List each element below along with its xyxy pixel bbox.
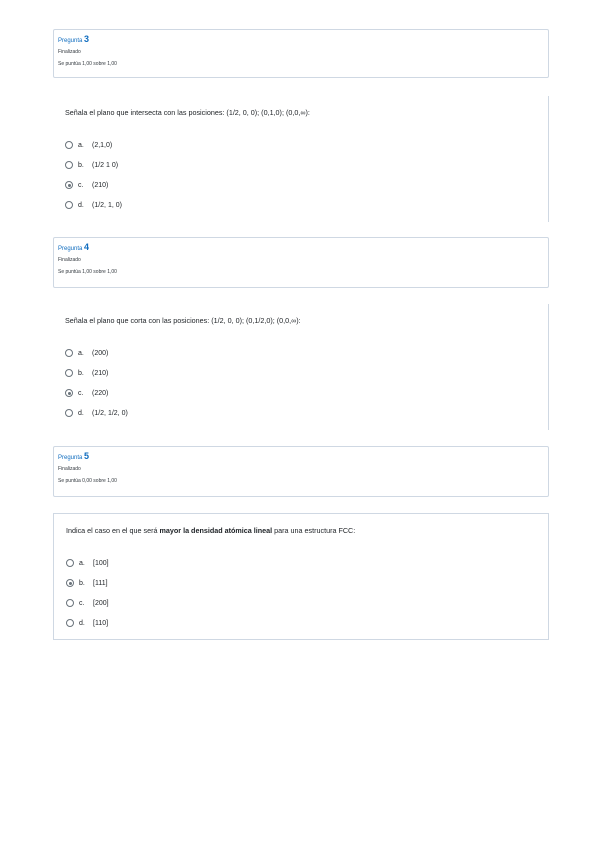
radio-button-selected[interactable] xyxy=(66,579,74,587)
answer-letter: b. xyxy=(78,161,84,169)
answer-option-a[interactable] xyxy=(65,343,548,363)
question-title xyxy=(58,452,548,463)
answer-text: (1/2 1 0) xyxy=(92,161,119,169)
answer-letter: c. xyxy=(79,599,85,607)
answer-option-d[interactable] xyxy=(65,195,548,215)
answer-text: (220) xyxy=(92,389,109,397)
answer-text: (1/2, 1, 0) xyxy=(92,201,122,209)
radio-button[interactable] xyxy=(65,369,73,377)
answer-option-b[interactable] xyxy=(65,155,548,175)
answer-letter: c. xyxy=(78,389,84,397)
radio-button-selected[interactable] xyxy=(65,181,73,189)
answer-text: (210) xyxy=(92,181,109,189)
question-text-part: Indica el caso en el que será xyxy=(66,526,160,535)
answer-text: [110] xyxy=(93,619,109,627)
answer-list xyxy=(66,553,548,633)
answer-letter: b. xyxy=(78,369,84,377)
answer-text: (1/2, 1/2, 0) xyxy=(92,409,128,417)
radio-button[interactable] xyxy=(66,599,74,607)
question-content-4 xyxy=(53,304,549,430)
answer-letter: d. xyxy=(78,201,84,209)
answer-option-b[interactable] xyxy=(66,573,548,593)
answer-letter: b. xyxy=(79,579,85,587)
answer-option-d[interactable] xyxy=(66,613,548,633)
question-title xyxy=(58,35,548,46)
answer-text: [200] xyxy=(93,599,109,607)
answer-letter: c. xyxy=(78,181,84,189)
answer-text: (210) xyxy=(92,369,109,377)
answer-option-a[interactable] xyxy=(66,553,548,573)
question-state: Finalizado xyxy=(58,257,81,263)
question-text xyxy=(66,526,548,536)
question-content-3 xyxy=(53,96,549,222)
answer-text: (200) xyxy=(92,349,109,357)
answer-letter: d. xyxy=(79,619,85,627)
answer-letter: d. xyxy=(78,409,84,417)
question-title xyxy=(58,243,548,254)
question-grade: Se puntúa 1,00 sobre 1,00 xyxy=(58,269,117,275)
radio-button[interactable] xyxy=(65,141,73,149)
radio-button[interactable] xyxy=(65,349,73,357)
question-info-5 xyxy=(53,446,549,497)
answer-option-c[interactable] xyxy=(66,593,548,613)
radio-button[interactable] xyxy=(66,619,74,627)
answer-option-b[interactable] xyxy=(65,363,548,383)
question-text: Señala el plano que corta con las posiciones: (1/2, 0, 0); (0,1/2,0); (0,0,∞): xyxy=(65,316,301,325)
question-text-part: para una estructura FCC: xyxy=(272,526,356,535)
answer-letter: a. xyxy=(79,559,85,567)
radio-button-selected[interactable] xyxy=(65,389,73,397)
question-text: Señala el plano que intersecta con las posiciones: (1/2, 0, 0); (0,1,0); (0,0,∞): xyxy=(65,108,310,117)
question-number: 3 xyxy=(84,34,90,44)
answer-text: [111] xyxy=(93,579,108,587)
question-label: Pregunta xyxy=(58,38,83,44)
answer-option-d[interactable] xyxy=(65,403,548,423)
question-text-bold: mayor la densidad atómica lineal xyxy=(159,526,273,535)
radio-button[interactable] xyxy=(65,201,73,209)
answer-option-a[interactable] xyxy=(65,135,548,155)
radio-button[interactable] xyxy=(65,161,73,169)
answer-list xyxy=(65,135,548,215)
question-label: Pregunta xyxy=(58,455,83,461)
question-state: Finalizado xyxy=(58,49,81,55)
question-info-4 xyxy=(53,237,549,288)
question-content-5 xyxy=(53,513,549,640)
question-label: Pregunta xyxy=(58,246,83,252)
answer-list xyxy=(65,343,548,423)
question-number: 4 xyxy=(84,242,90,252)
radio-button[interactable] xyxy=(66,559,74,567)
answer-letter: a. xyxy=(78,141,84,149)
question-state: Finalizado xyxy=(58,466,81,472)
question-info-3 xyxy=(53,29,549,78)
answer-option-c[interactable] xyxy=(65,175,548,195)
question-number: 5 xyxy=(84,451,90,461)
radio-button[interactable] xyxy=(65,409,73,417)
question-grade: Se puntúa 0,00 sobre 1,00 xyxy=(58,478,117,484)
answer-letter: a. xyxy=(78,349,84,357)
question-grade: Se puntúa 1,00 sobre 1,00 xyxy=(58,61,117,67)
answer-text: [100] xyxy=(93,559,109,567)
answer-option-c[interactable] xyxy=(65,383,548,403)
answer-text: (2,1,0) xyxy=(92,141,113,149)
